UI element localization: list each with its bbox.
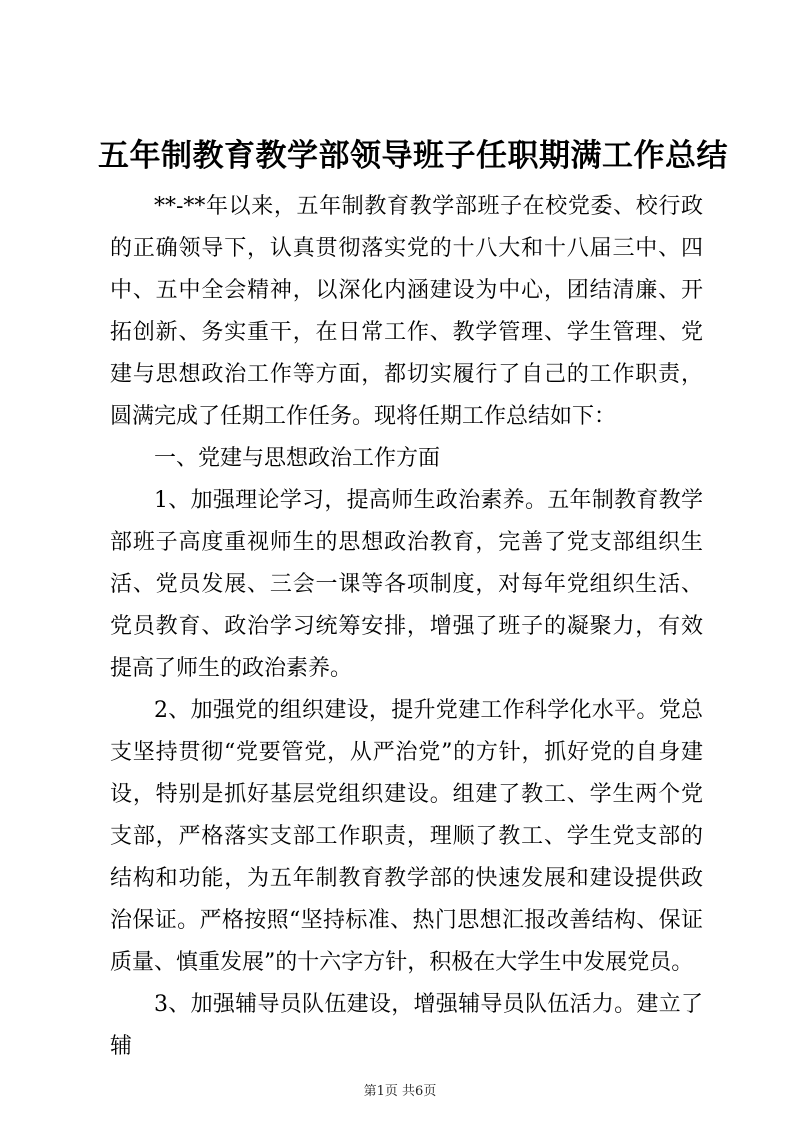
- paragraph-item-2: 2、加强党的组织建设，提升党建工作科学化水平。党总支坚持贯彻“党要管党，从严治党”的方针，抓好党的自身建设，特别是抓好基层党组织建设。组建了教工、学生两个党支部，严格落实支部工作职责，理顺了教工、学生党支部的结构和功能，为五年制教育教学部的快速发展和建设提供政治保证。严格按照“坚持标准、热门思想汇报改善结构、保证质量、慎重发展”的十六字方针，积极在大学生中发展党员。: [110, 698, 703, 975]
- document-body: [110, 186, 703, 1068]
- document-title: 五年制教育教学部领导班子任职期满工作总结: [98, 138, 728, 174]
- paragraph-item-3: 3、加强辅导员队伍建设，增强辅导员队伍活力。建立了辅: [110, 992, 703, 1059]
- page-number: 第1页 共6页: [363, 1084, 437, 1099]
- section-heading: 一、党建与思想政治工作方面: [154, 446, 441, 471]
- paragraph-intro: **-**年以来，五年制教育教学部班子在校党委、校行政的正确领导下，认真贯彻落实党的十八大和十八届三中、四中、五中全会精神，以深化内涵建设为中心，团结清廉、开拓创新、务实重干，在日常工作、教学管理、学生管理、党建与思想政治工作等方面，都切实履行了自己的工作职责，圆满完成了任期工作任务。现将任期工作总结如下：: [110, 194, 703, 429]
- paragraph-item-1: 1、加强理论学习，提高师生政治素养。五年制教育教学部班子高度重视师生的思想政治教育，完善了党支部组织生活、党员发展、三会一课等各项制度，对每年党组织生活、党员教育、政治学习统筹安排，增强了班子的凝聚力，有效提高了师生的政治素养。: [110, 488, 703, 681]
